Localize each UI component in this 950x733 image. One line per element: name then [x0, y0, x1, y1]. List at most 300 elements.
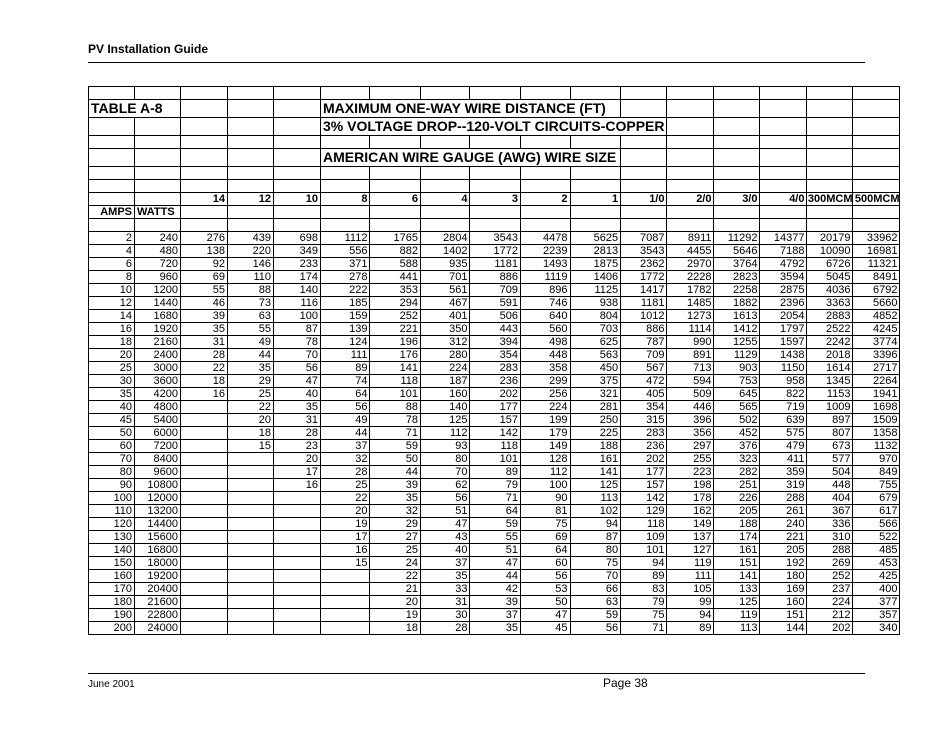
distance-cell: 79	[470, 479, 521, 492]
distance-cell: 62	[421, 479, 470, 492]
distance-cell: 30	[421, 609, 470, 622]
empty-cell	[621, 87, 667, 100]
distance-cell	[181, 492, 228, 505]
empty-cell	[135, 193, 181, 206]
empty-cell	[521, 167, 570, 180]
distance-cell: 75	[621, 609, 667, 622]
distance-cell: 151	[760, 609, 807, 622]
distance-cell: 450	[570, 362, 621, 375]
spacer-row	[89, 136, 900, 149]
distance-cell: 64	[470, 505, 521, 518]
watts-cell: 7200	[135, 440, 181, 453]
empty-cell	[714, 180, 760, 193]
empty-cell	[621, 100, 667, 118]
distance-cell: 188	[714, 518, 760, 531]
distance-cell: 29	[370, 518, 421, 531]
empty-cell	[181, 219, 228, 232]
distance-cell	[274, 570, 321, 583]
table-row	[89, 401, 900, 414]
amps-cell: 190	[89, 609, 135, 622]
distance-cell: 2264	[853, 375, 900, 388]
gauge-size-header: 300MCM	[807, 193, 853, 205]
watts-cell: 18000	[135, 557, 181, 570]
distance-cell: 88	[370, 401, 421, 414]
distance-cell: 1112	[321, 232, 370, 245]
empty-cell	[181, 136, 228, 149]
distance-cell: 125	[714, 596, 760, 609]
distance-cell: 349	[274, 245, 321, 258]
distance-cell: 1485	[667, 297, 714, 310]
distance-cell: 35	[274, 401, 321, 414]
distance-cell: 401	[421, 310, 470, 323]
distance-cell: 28	[421, 622, 470, 635]
table-row	[89, 505, 900, 518]
table-row	[89, 466, 900, 479]
distance-cell: 202	[807, 622, 853, 635]
distance-cell: 703	[570, 323, 621, 336]
empty-cell	[274, 118, 321, 136]
distance-cell	[228, 622, 274, 635]
amps-header: AMPS	[89, 206, 135, 219]
distance-cell	[228, 479, 274, 492]
distance-cell: 1875	[570, 258, 621, 271]
distance-cell: 161	[714, 544, 760, 557]
distance-cell: 20	[274, 453, 321, 466]
distance-cell: 522	[853, 531, 900, 544]
distance-cell: 755	[853, 479, 900, 492]
distance-cell: 822	[760, 388, 807, 401]
distance-cell: 439	[228, 232, 274, 245]
empty-cell	[181, 180, 228, 193]
gauge-size-header: 6	[370, 193, 421, 206]
distance-cell: 89	[621, 570, 667, 583]
distance-cell: 269	[807, 557, 853, 570]
watts-cell: 20400	[135, 583, 181, 596]
amps-cell: 130	[89, 531, 135, 544]
distance-cell: 1132	[853, 440, 900, 453]
empty-cell	[228, 87, 274, 100]
spacer-row	[89, 219, 900, 232]
distance-cell: 849	[853, 466, 900, 479]
gauge-size-header: 500MCM	[854, 193, 900, 205]
amps-cell: 150	[89, 557, 135, 570]
distance-cell: 315	[621, 414, 667, 427]
empty-cell	[714, 219, 760, 232]
distance-cell: 35	[181, 323, 228, 336]
distance-cell: 639	[760, 414, 807, 427]
table-row	[89, 427, 900, 440]
distance-cell: 356	[667, 427, 714, 440]
distance-cell: 43	[421, 531, 470, 544]
empty-cell	[470, 180, 521, 193]
distance-cell: 47	[521, 609, 570, 622]
watts-cell: 960	[135, 271, 181, 284]
distance-cell: 28	[274, 427, 321, 440]
distance-cell: 509	[667, 388, 714, 401]
empty-cell	[521, 206, 570, 219]
empty-cell	[181, 149, 228, 167]
distance-cell: 502	[714, 414, 760, 427]
distance-cell	[181, 427, 228, 440]
distance-cell: 20179	[807, 232, 853, 245]
distance-cell: 88	[228, 284, 274, 297]
watts-cell: 21600	[135, 596, 181, 609]
distance-cell: 21	[370, 583, 421, 596]
distance-cell: 2813	[570, 245, 621, 258]
amps-cell: 6	[89, 258, 135, 271]
amps-cell: 110	[89, 505, 135, 518]
distance-cell: 37	[321, 440, 370, 453]
distance-cell	[181, 466, 228, 479]
distance-cell	[274, 492, 321, 505]
watts-cell: 12000	[135, 492, 181, 505]
distance-cell: 625	[570, 336, 621, 349]
distance-cell: 719	[760, 401, 807, 414]
distance-cell: 59	[570, 609, 621, 622]
empty-cell	[807, 206, 853, 219]
distance-cell: 138	[181, 245, 228, 258]
distance-cell: 69	[521, 531, 570, 544]
distance-cell: 1438	[760, 349, 807, 362]
distance-cell: 261	[760, 505, 807, 518]
distance-cell: 506	[470, 310, 521, 323]
distance-cell: 673	[807, 440, 853, 453]
distance-cell: 35	[421, 570, 470, 583]
distance-cell: 340	[853, 622, 900, 635]
distance-cell: 882	[370, 245, 421, 258]
distance-cell: 485	[853, 544, 900, 557]
distance-cell: 177	[470, 401, 521, 414]
distance-cell: 118	[470, 440, 521, 453]
distance-cell: 94	[621, 557, 667, 570]
empty-cell	[228, 180, 274, 193]
watts-cell: 1920	[135, 323, 181, 336]
amps-cell: 180	[89, 596, 135, 609]
table-row	[89, 557, 900, 570]
distance-cell: 79	[621, 596, 667, 609]
distance-cell: 205	[760, 544, 807, 557]
distance-cell: 35	[228, 362, 274, 375]
distance-cell: 886	[470, 271, 521, 284]
distance-cell: 35	[470, 622, 521, 635]
distance-cell: 51	[470, 544, 521, 557]
gauge-size-header: 2	[521, 193, 570, 206]
distance-cell: 310	[807, 531, 853, 544]
distance-cell: 367	[807, 505, 853, 518]
distance-cell: 2228	[667, 271, 714, 284]
distance-cell: 70	[421, 466, 470, 479]
distance-cell: 157	[470, 414, 521, 427]
distance-cell: 1181	[621, 297, 667, 310]
distance-cell: 70	[274, 349, 321, 362]
empty-cell	[760, 100, 807, 118]
empty-cell	[89, 136, 135, 149]
distance-cell: 4036	[807, 284, 853, 297]
empty-cell	[470, 219, 521, 232]
distance-cell	[181, 583, 228, 596]
empty-cell	[570, 180, 621, 193]
table-subtitle-row	[89, 118, 900, 136]
empty-cell	[89, 118, 135, 136]
distance-cell: 958	[760, 375, 807, 388]
distance-cell: 19	[321, 518, 370, 531]
empty-cell	[667, 118, 714, 136]
distance-cell: 125	[421, 414, 470, 427]
distance-cell: 50	[521, 596, 570, 609]
distance-cell: 128	[521, 453, 570, 466]
distance-cell: 40	[274, 388, 321, 401]
empty-cell	[135, 118, 181, 136]
empty-cell	[521, 180, 570, 193]
distance-cell: 149	[521, 440, 570, 453]
distance-cell: 64	[321, 388, 370, 401]
wire-distance-table	[88, 86, 900, 635]
empty-cell	[570, 87, 621, 100]
distance-cell: 24	[370, 557, 421, 570]
distance-cell	[181, 414, 228, 427]
distance-cell: 1406	[570, 271, 621, 284]
empty-cell	[807, 167, 853, 180]
table-row	[89, 375, 900, 388]
distance-cell: 17	[321, 531, 370, 544]
empty-cell	[667, 167, 714, 180]
distance-cell: 567	[621, 362, 667, 375]
distance-cell: 276	[181, 232, 228, 245]
watts-cell: 3600	[135, 375, 181, 388]
empty-cell	[667, 100, 714, 118]
distance-cell: 196	[370, 336, 421, 349]
distance-cell: 4792	[760, 258, 807, 271]
distance-cell: 411	[760, 453, 807, 466]
empty-cell	[228, 149, 274, 167]
distance-cell: 28	[181, 349, 228, 362]
distance-cell: 376	[714, 440, 760, 453]
distance-cell: 142	[621, 492, 667, 505]
distance-cell	[274, 505, 321, 518]
empty-cell	[570, 136, 621, 149]
distance-cell	[181, 518, 228, 531]
empty-cell	[667, 87, 714, 100]
distance-cell: 161	[570, 453, 621, 466]
empty-cell	[714, 136, 760, 149]
distance-cell: 101	[621, 544, 667, 557]
distance-cell: 146	[228, 258, 274, 271]
distance-cell: 22	[370, 570, 421, 583]
distance-cell: 75	[570, 557, 621, 570]
empty-cell	[807, 87, 853, 100]
distance-cell	[181, 453, 228, 466]
distance-cell: 3543	[470, 232, 521, 245]
empty-cell	[807, 136, 853, 149]
distance-cell	[228, 505, 274, 518]
table-row	[89, 349, 900, 362]
distance-cell: 2522	[807, 323, 853, 336]
distance-cell: 50	[370, 453, 421, 466]
empty-cell	[470, 206, 521, 219]
watts-cell: 1680	[135, 310, 181, 323]
empty-cell	[274, 87, 321, 100]
spacer-row	[89, 180, 900, 193]
table-label: TABLE A-8	[89, 100, 181, 118]
distance-cell: 1765	[370, 232, 421, 245]
distance-cell: 4852	[853, 310, 900, 323]
distance-cell: 78	[274, 336, 321, 349]
footer-rule	[88, 673, 865, 674]
distance-cell: 185	[321, 297, 370, 310]
empty-cell	[370, 87, 421, 100]
distance-cell: 3594	[760, 271, 807, 284]
table-row	[89, 492, 900, 505]
empty-cell	[228, 136, 274, 149]
distance-cell	[228, 596, 274, 609]
distance-cell: 25	[228, 388, 274, 401]
distance-cell	[228, 583, 274, 596]
distance-cell: 425	[853, 570, 900, 583]
distance-cell: 1129	[714, 349, 760, 362]
distance-cell: 71	[621, 622, 667, 635]
empty-cell	[135, 167, 181, 180]
empty-cell	[853, 100, 900, 118]
distance-cell: 1698	[853, 401, 900, 414]
distance-cell: 140	[274, 284, 321, 297]
amps-cell: 140	[89, 544, 135, 557]
distance-cell: 16	[181, 388, 228, 401]
watts-cell: 1440	[135, 297, 181, 310]
empty-cell	[274, 219, 321, 232]
amps-cell: 170	[89, 583, 135, 596]
empty-cell	[181, 100, 228, 118]
distance-cell: 35	[370, 492, 421, 505]
distance-cell: 174	[274, 271, 321, 284]
distance-cell: 87	[274, 323, 321, 336]
table-row	[89, 232, 900, 245]
empty-cell	[321, 136, 370, 149]
empty-cell	[807, 100, 853, 118]
table-row	[89, 453, 900, 466]
distance-cell: 886	[621, 323, 667, 336]
empty-cell	[714, 149, 760, 167]
table-row	[89, 414, 900, 427]
distance-cell: 2883	[807, 310, 853, 323]
distance-cell: 90	[521, 492, 570, 505]
distance-cell: 375	[570, 375, 621, 388]
gauge-size-header: 10	[274, 193, 321, 206]
distance-cell: 281	[570, 401, 621, 414]
distance-cell: 2970	[667, 258, 714, 271]
distance-cell: 1782	[667, 284, 714, 297]
distance-cell: 283	[621, 427, 667, 440]
distance-cell: 71	[470, 492, 521, 505]
distance-cell: 32	[370, 505, 421, 518]
distance-cell: 20	[370, 596, 421, 609]
watts-cell: 13200	[135, 505, 181, 518]
distance-cell: 66	[570, 583, 621, 596]
distance-cell: 141	[370, 362, 421, 375]
distance-cell: 87	[570, 531, 621, 544]
distance-cell: 94	[570, 518, 621, 531]
distance-cell: 294	[370, 297, 421, 310]
distance-cell: 33962	[853, 232, 900, 245]
distance-cell: 83	[621, 583, 667, 596]
distance-cell: 1273	[667, 310, 714, 323]
amps-cell: 160	[89, 570, 135, 583]
empty-cell	[89, 167, 135, 180]
distance-cell	[181, 479, 228, 492]
distance-cell: 129	[621, 505, 667, 518]
distance-cell: 679	[853, 492, 900, 505]
distance-cell: 56	[421, 492, 470, 505]
watts-header: WATTS	[135, 206, 181, 219]
distance-cell: 1941	[853, 388, 900, 401]
distance-cell: 353	[370, 284, 421, 297]
empty-cell	[760, 149, 807, 167]
empty-cell	[370, 136, 421, 149]
table-row	[89, 622, 900, 635]
gauge-size-header: 3	[470, 193, 521, 206]
distance-cell: 250	[570, 414, 621, 427]
distance-cell: 180	[760, 570, 807, 583]
watts-cell: 19200	[135, 570, 181, 583]
distance-cell: 4245	[853, 323, 900, 336]
watts-cell: 14400	[135, 518, 181, 531]
distance-cell: 16	[321, 544, 370, 557]
distance-cell: 44	[470, 570, 521, 583]
watts-cell: 4200	[135, 388, 181, 401]
distance-cell: 49	[228, 336, 274, 349]
distance-cell: 25	[370, 544, 421, 557]
distance-cell: 2242	[807, 336, 853, 349]
distance-cell	[181, 609, 228, 622]
distance-cell: 2362	[621, 258, 667, 271]
empty-cell	[521, 219, 570, 232]
distance-cell: 645	[714, 388, 760, 401]
watts-cell: 480	[135, 245, 181, 258]
distance-cell: 1125	[570, 284, 621, 297]
distance-cell: 1119	[521, 271, 570, 284]
distance-cell: 1255	[714, 336, 760, 349]
distance-cell	[274, 531, 321, 544]
distance-cell	[274, 544, 321, 557]
distance-cell: 144	[760, 622, 807, 635]
distance-cell: 81	[521, 505, 570, 518]
distance-cell: 176	[370, 349, 421, 362]
distance-cell: 453	[853, 557, 900, 570]
empty-cell	[421, 219, 470, 232]
empty-cell	[321, 87, 370, 100]
distance-cell: 251	[714, 479, 760, 492]
empty-cell	[760, 118, 807, 136]
distance-cell: 39	[370, 479, 421, 492]
distance-cell: 713	[667, 362, 714, 375]
distance-cell	[274, 596, 321, 609]
empty-cell	[421, 167, 470, 180]
distance-cell: 1509	[853, 414, 900, 427]
distance-cell: 577	[807, 453, 853, 466]
distance-cell: 236	[621, 440, 667, 453]
distance-cell: 111	[321, 349, 370, 362]
empty-cell	[621, 149, 667, 167]
empty-cell	[135, 149, 181, 167]
distance-cell: 4455	[667, 245, 714, 258]
empty-cell	[807, 180, 853, 193]
table-row	[89, 479, 900, 492]
table-row	[89, 284, 900, 297]
distance-cell: 594	[667, 375, 714, 388]
distance-cell: 18	[370, 622, 421, 635]
distance-cell	[181, 596, 228, 609]
distance-cell: 472	[621, 375, 667, 388]
distance-cell: 400	[853, 583, 900, 596]
